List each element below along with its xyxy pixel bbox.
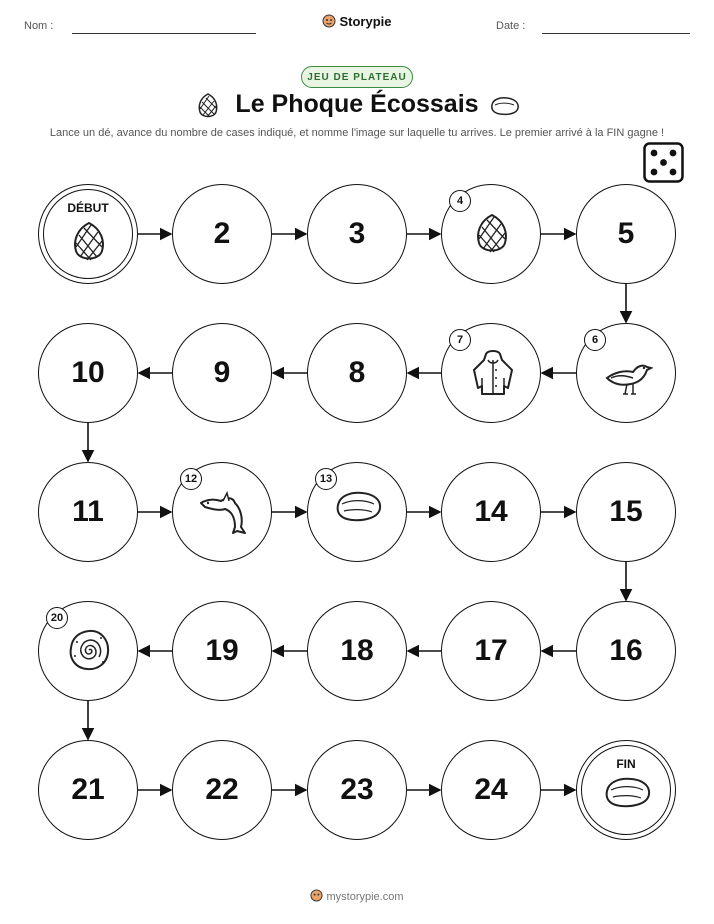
board-cell-10[interactable] [38, 323, 138, 423]
board-cell-9[interactable] [172, 323, 272, 423]
cell-number: 19 [205, 634, 239, 667]
board-cell-22[interactable] [172, 740, 272, 840]
board-cell-21[interactable] [38, 740, 138, 840]
board-cell-7[interactable] [441, 323, 541, 423]
cell-label: DÉBUT [67, 201, 109, 215]
cell-number: 10 [71, 356, 105, 389]
board-cell-debut[interactable] [38, 184, 138, 284]
cell-number-badge: 4 [449, 190, 471, 212]
board-cell-18[interactable] [307, 601, 407, 701]
board-cell-24[interactable] [441, 740, 541, 840]
board-cell-4[interactable] [441, 184, 541, 284]
board-cell-3[interactable] [307, 184, 407, 284]
cell-number: 2 [213, 217, 231, 250]
storypie-logo-icon [310, 889, 323, 905]
board-cell-17[interactable] [441, 601, 541, 701]
cell-number-badge: 20 [46, 607, 68, 629]
board-cell-5[interactable] [576, 184, 676, 284]
cell-number: 24 [474, 773, 508, 806]
cell-number: 15 [609, 495, 643, 528]
footer-url: mystorypie.com [326, 890, 404, 903]
board-cell-19[interactable] [172, 601, 272, 701]
brand-name: Storypie [339, 14, 392, 29]
cell-number: 23 [340, 773, 374, 806]
page-title: Le Phoque Écossais [235, 90, 479, 118]
cell-number-badge: 13 [315, 468, 337, 490]
cell-number: 11 [72, 495, 104, 528]
board-cell-14[interactable] [441, 462, 541, 562]
board-cell-16[interactable] [576, 601, 676, 701]
cell-number-badge: 7 [449, 329, 471, 351]
game-type-badge: JEU DE PLATEAU [301, 66, 413, 88]
cell-number: 18 [340, 634, 374, 667]
cell-number-badge: 6 [584, 329, 606, 351]
board-cell-6[interactable] [576, 323, 676, 423]
instructions: Lance un dé, avance du nombre de cases indiqué, et nomme l'image sur laquelle tu arrives. Le premier arrivé à la FIN gagne ! [49, 127, 665, 139]
cell-number: 14 [474, 495, 508, 528]
cell-number: 3 [348, 217, 366, 250]
cell-number: 21 [71, 773, 105, 806]
cell-number: 17 [474, 634, 508, 667]
board-cell-20[interactable] [38, 601, 138, 701]
cell-number: 8 [348, 356, 366, 389]
cell-number-badge: 12 [180, 468, 202, 490]
board-cell-fin[interactable] [576, 740, 676, 840]
cell-number: 22 [205, 773, 239, 806]
cell-number: 5 [617, 217, 635, 250]
board-cell-8[interactable] [307, 323, 407, 423]
cell-number: 9 [213, 356, 231, 389]
board-cell-12[interactable] [172, 462, 272, 562]
board-cell-2[interactable] [172, 184, 272, 284]
board-cell-13[interactable] [307, 462, 407, 562]
date-label: Date : [496, 20, 526, 32]
cell-label: FIN [616, 757, 636, 771]
board-cell-15[interactable] [576, 462, 676, 562]
footer [0, 889, 714, 905]
board-cell-11[interactable] [38, 462, 138, 562]
name-label: Nom : [24, 20, 54, 32]
cell-number: 16 [609, 634, 643, 667]
board-cell-23[interactable] [307, 740, 407, 840]
